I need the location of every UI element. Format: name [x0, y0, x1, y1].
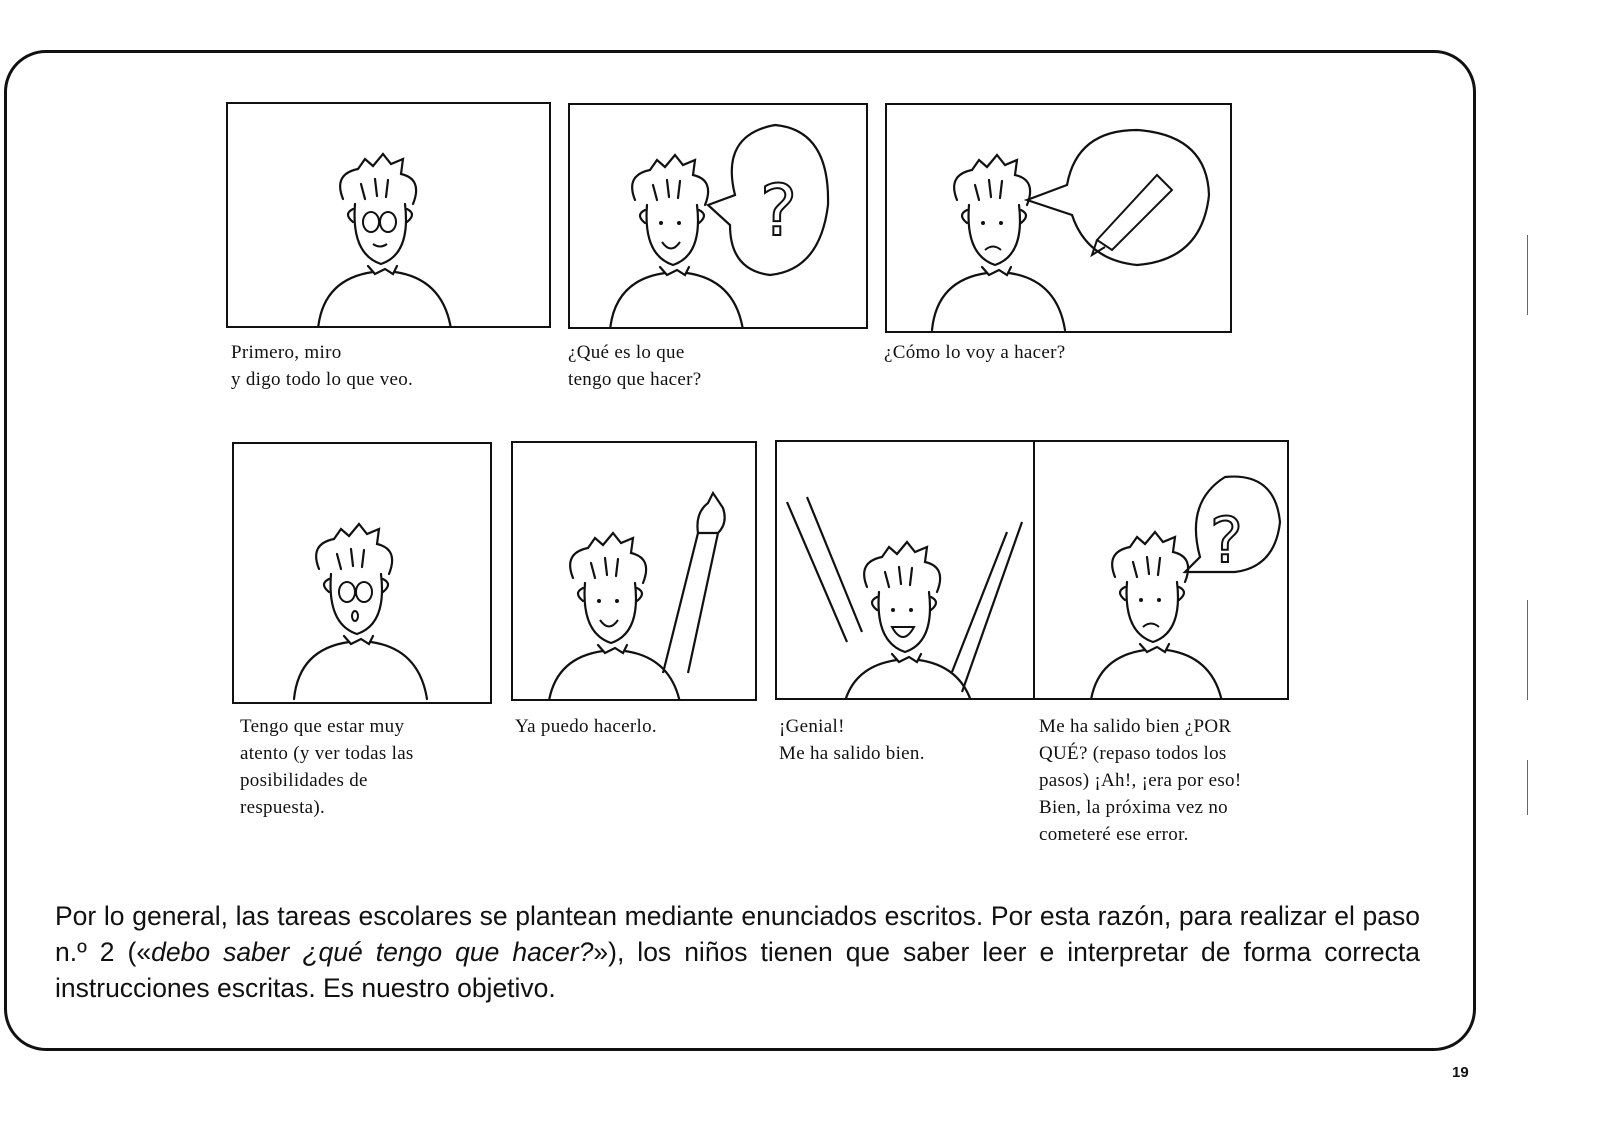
paragraph-italic-quote: debo saber ¿qué tengo que hacer?	[151, 937, 594, 967]
scan-edge-mark	[1527, 235, 1528, 315]
comic-panel-7	[1033, 440, 1289, 700]
boy-question-illustration	[570, 105, 866, 327]
scan-edge-mark	[1527, 760, 1528, 815]
comic-panel-4	[232, 442, 492, 704]
paragraph-text-2: »), los niños tienen que saber leer e interpretar de forma correcta instrucciones escritas. Es nuestro objetivo.	[55, 937, 1420, 1003]
question-mark-icon: ?	[760, 170, 798, 252]
panel-4-caption: Tengo que estar muy atento (y ver todas las posibilidades de respuesta).	[240, 716, 414, 818]
boy-planning-illustration	[887, 105, 1230, 331]
boy-attentive-illustration	[234, 444, 490, 702]
panel-5-caption: Ya puedo hacerlo.	[515, 716, 657, 737]
boy-looking-illustration	[228, 104, 549, 326]
panel-6-caption: ¡Genial! Me ha salido bien.	[779, 716, 925, 764]
boy-reflecting-illustration	[1035, 442, 1287, 698]
body-paragraph	[55, 898, 1420, 1006]
question-mark-icon: ?	[1210, 504, 1243, 577]
pencil-icon	[1092, 175, 1172, 255]
panel-3-caption: ¿Cómo lo voy a hacer?	[884, 342, 1066, 363]
comic-panel-2	[568, 103, 868, 329]
panel-2-caption: ¿Qué es lo que tengo que hacer?	[568, 342, 702, 390]
boy-raising-hand-illustration	[513, 443, 755, 699]
comic-panel-3	[885, 103, 1232, 333]
comic-panel-1	[226, 102, 551, 328]
comic-panel-5	[511, 441, 757, 701]
scan-edge-mark	[1527, 600, 1528, 700]
panel-7-caption: Me ha salido bien ¿POR QUÉ? (repaso todos los pasos) ¡Ah!, ¡era por eso! Bien, la próxima vez no cometeré ese error.	[1039, 716, 1242, 845]
page-number: 19	[1452, 1064, 1469, 1081]
comic-panel-6	[775, 440, 1037, 700]
paragraph-text-1: Por lo general, las tareas escolares se plantean mediante enunciados escritos. Por esta razón, para realizar el paso n.º 2 («	[55, 901, 1420, 967]
boy-celebrating-illustration	[777, 442, 1035, 698]
panel-1-caption: Primero, miro y digo todo lo que veo.	[231, 342, 414, 390]
